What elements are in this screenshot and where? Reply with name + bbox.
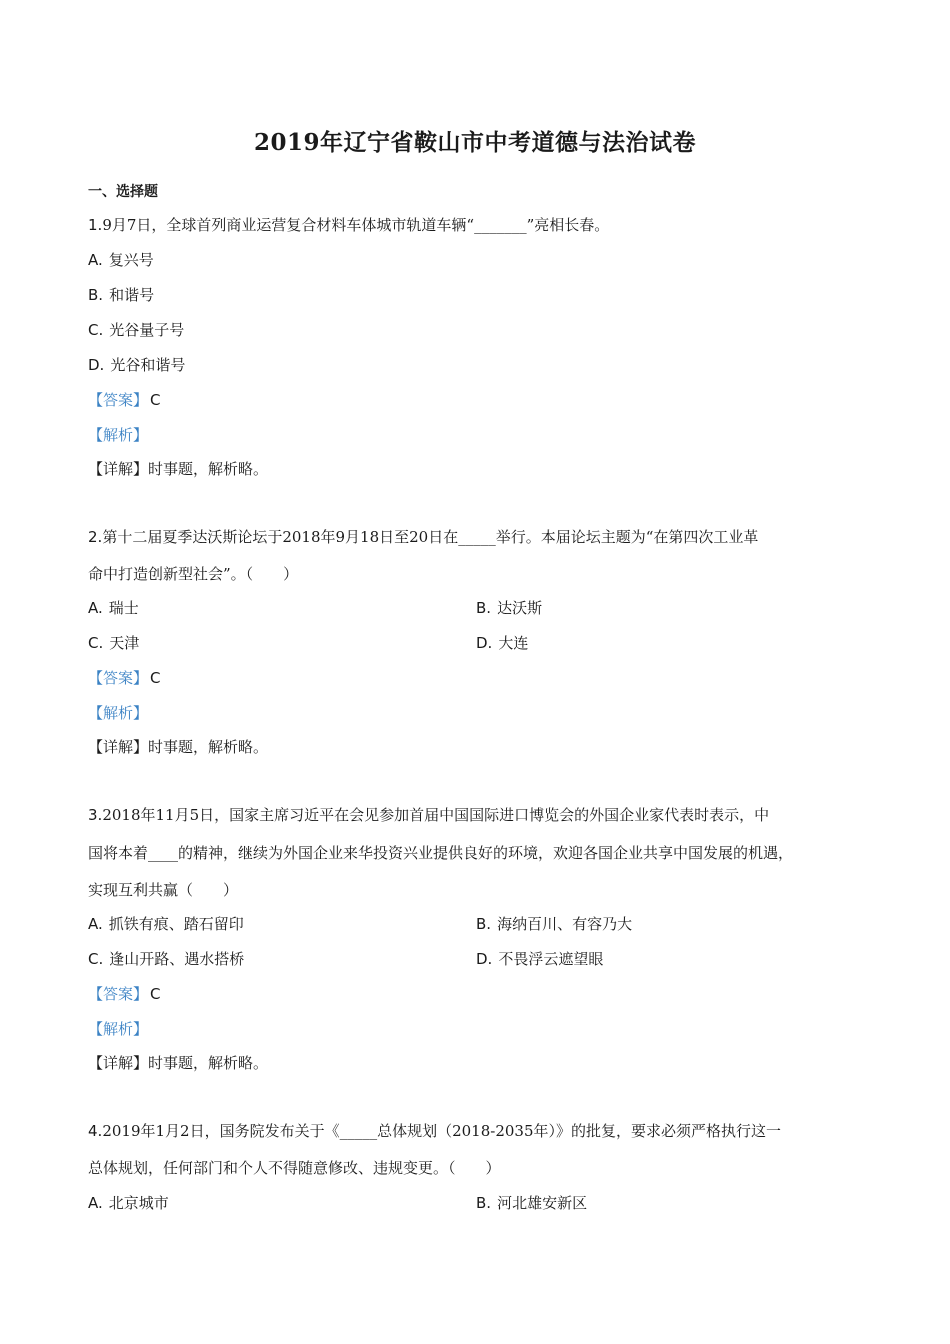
question-3-option-a: A. 抓铁有痕、踏石留印: [88, 915, 244, 933]
question-3-stem-line2: 国将本着____的精神，继续为外国企业来华投资兴业提供良好的环境，欢迎各国企业共享中国发展的机遇，: [88, 844, 794, 862]
answer-label: 【答案】: [88, 391, 149, 409]
question-text: .9月7日，全球首列商业运营复合材料车体城市轨道车辆“_______”亮相长春。: [97, 216, 610, 234]
question-number: 2: [88, 528, 98, 546]
question-2-stem-line1: 2.第十二届夏季达沃斯论坛于2018年9月18日至20日在_____举行。本届论坛主题为“在第四次工业革: [88, 528, 759, 546]
question-number: 4: [88, 1122, 98, 1140]
question-2-detail: 【详解】时事题，解析略。: [88, 738, 269, 756]
question-2-stem-line2: 命中打造创新型社会”。（ ）: [88, 565, 299, 583]
question-4-option-a: A. 北京城市: [88, 1194, 169, 1212]
question-3-analysis-label: 【解析】: [88, 1020, 149, 1038]
question-1-stem: [88, 215, 609, 235]
section-heading: 一、选择题: [88, 184, 158, 200]
answer-value: C: [150, 985, 161, 1003]
question-number: 3: [88, 806, 98, 824]
question-1-option-c: C. 光谷量子号: [88, 321, 185, 339]
question-1-option-b: B. 和谐号: [88, 286, 155, 304]
question-2-analysis-label: 【解析】: [88, 704, 149, 722]
question-3-answer: [88, 984, 161, 1004]
question-3-option-b: B. 海纳百川、有容乃大: [476, 915, 633, 933]
answer-label: 【答案】: [88, 985, 149, 1003]
question-3-option-c: C. 逢山开路、遇水搭桥: [88, 950, 245, 968]
question-3-detail: 【详解】时事题，解析略。: [88, 1054, 269, 1072]
question-2-option-d: D. 大连: [476, 634, 529, 652]
question-4-option-b: B. 河北雄安新区: [476, 1194, 588, 1212]
page-title: 2019年辽宁省鞍山市中考道德与法治试卷: [253, 129, 696, 156]
question-3-stem-line1: 3.2018年11月5日，国家主席习近平在会见参加首届中国国际进口博览会的外国企业家代表时表示，中: [88, 806, 770, 824]
question-1-detail: 【详解】时事题，解析略。: [88, 460, 269, 478]
question-number: 1: [88, 216, 98, 234]
question-1-analysis-label: 【解析】: [88, 426, 149, 444]
question-4-stem-line1: 4.2019年1月2日，国务院发布关于《_____总体规划（2018-2035年）》的批复，要求必须严格执行这一: [88, 1122, 781, 1140]
question-2-option-a: A. 瑞士: [88, 599, 139, 617]
question-3-stem-line3: 实现互利共赢（ ）: [88, 881, 239, 899]
question-3-option-d: D. 不畏浮云遮望眼: [476, 950, 604, 968]
question-2-option-b: B. 达沃斯: [476, 599, 543, 617]
answer-value: C: [150, 669, 161, 687]
question-1-option-d: D. 光谷和谐号: [88, 356, 186, 374]
question-1-answer: [88, 390, 161, 410]
question-4-stem-line2: 总体规划，任何部门和个人不得随意修改、违规变更。（ ）: [88, 1159, 501, 1177]
question-2-option-c: C. 天津: [88, 634, 140, 652]
answer-value: C: [150, 391, 161, 409]
answer-label: 【答案】: [88, 669, 149, 687]
question-2-answer: [88, 668, 161, 688]
question-1-option-a: A. 复兴号: [88, 251, 154, 269]
